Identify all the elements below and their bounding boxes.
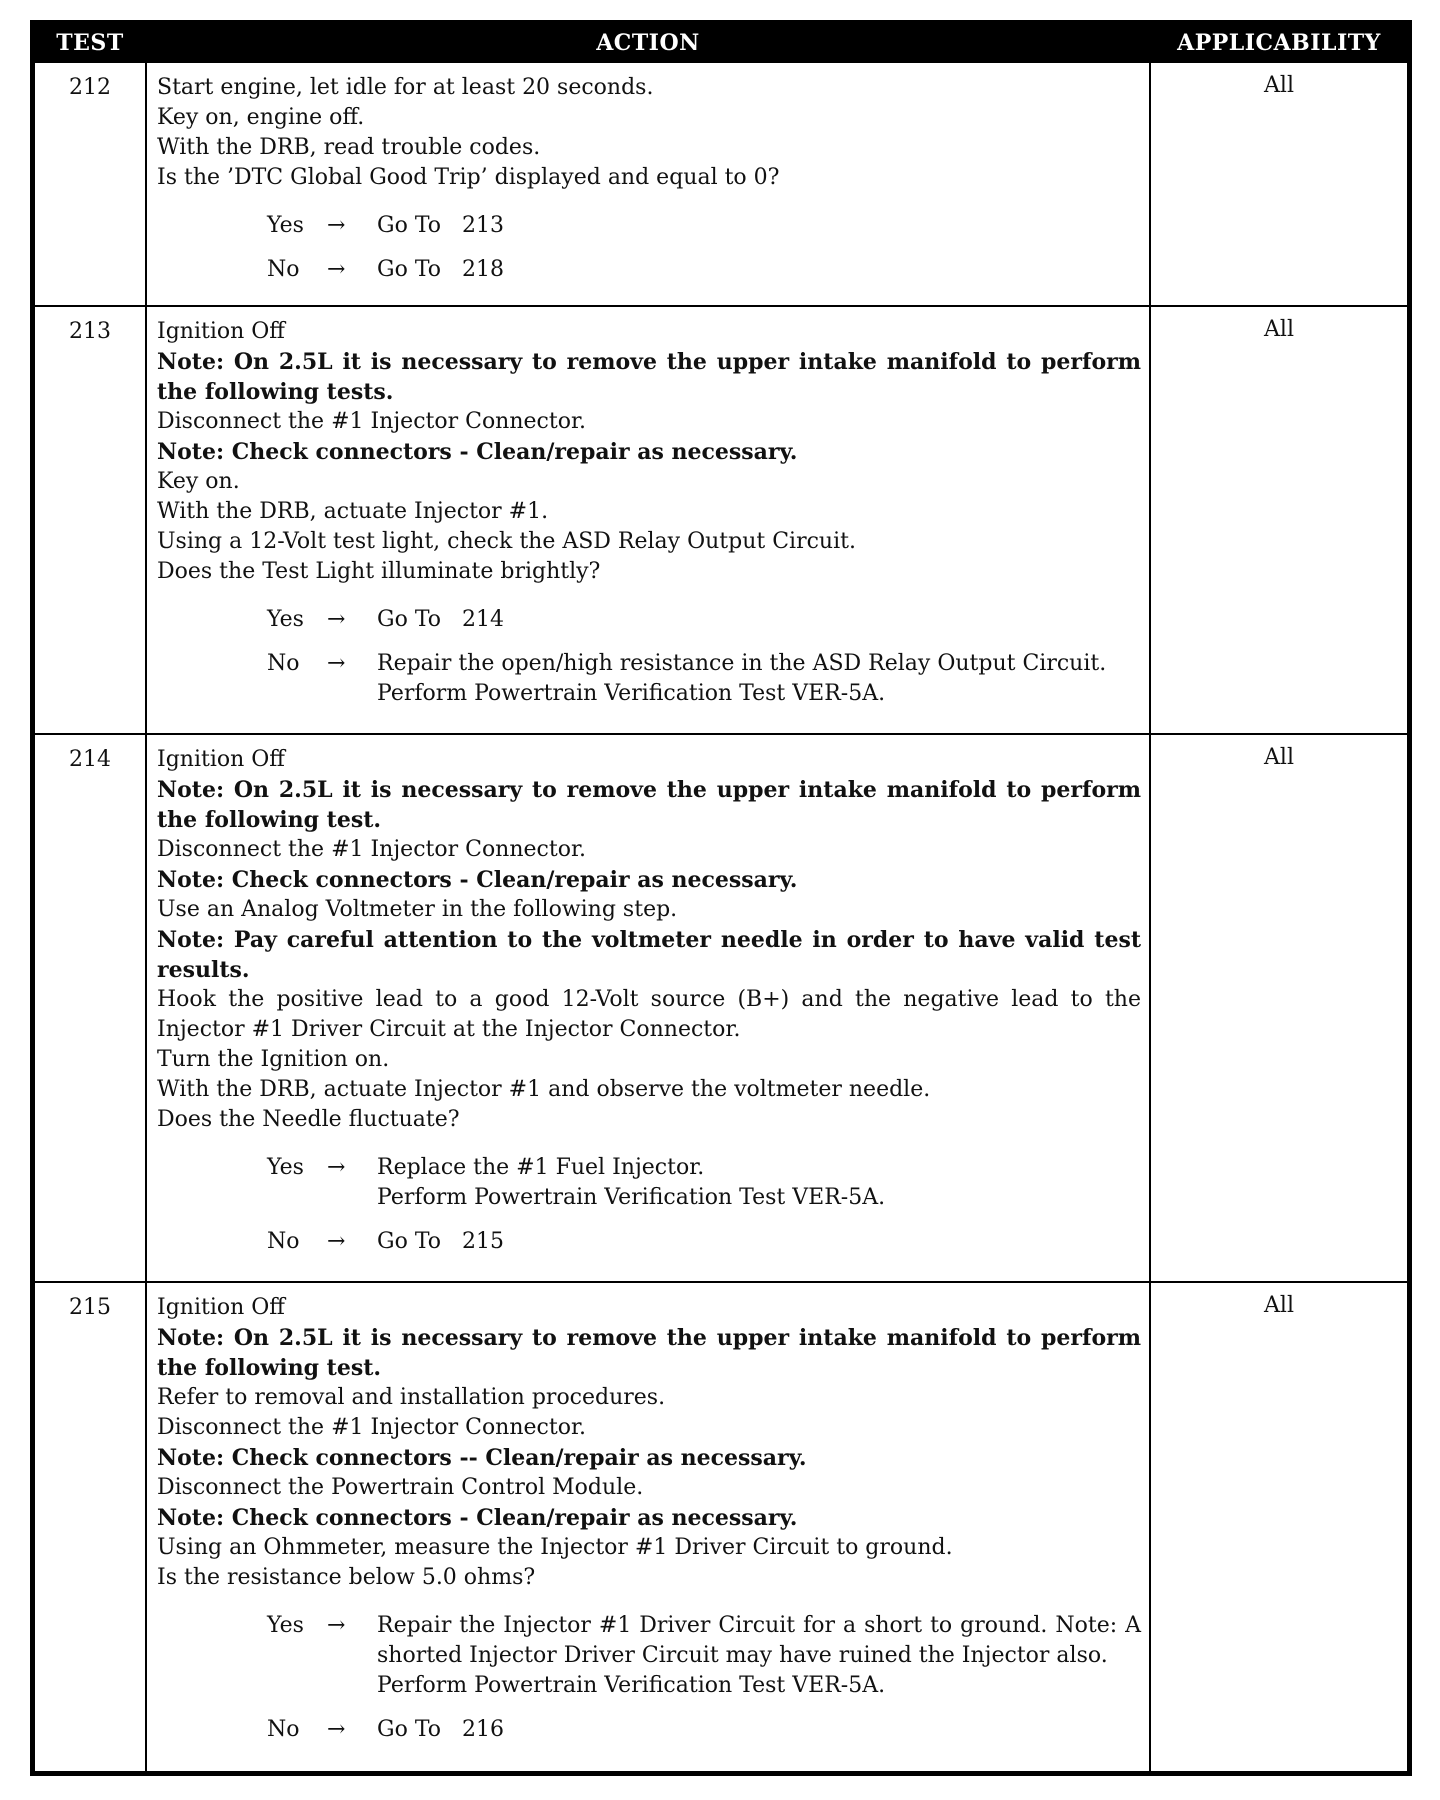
action-line: Turn the Ignition on. bbox=[157, 1047, 390, 1072]
result-line: Go To 218 bbox=[377, 257, 504, 282]
action-line: Key on. bbox=[157, 469, 240, 494]
branch-result bbox=[377, 1715, 1141, 1745]
applicability-value: All bbox=[1150, 306, 1408, 734]
arrow-icon: → bbox=[327, 1613, 346, 1638]
arrow-icon: → bbox=[327, 1229, 346, 1254]
arrow-icon: → bbox=[327, 1717, 346, 1742]
branch-result bbox=[377, 1227, 1141, 1257]
action-line: Does the Needle fluctuate? bbox=[157, 1107, 460, 1132]
action-line: Ignition Off bbox=[157, 1295, 285, 1320]
result-line: Perform Powertrain Verification Test VER-5A. bbox=[377, 1185, 886, 1210]
applicability-value: All bbox=[1150, 62, 1408, 306]
action-line: Use an Analog Voltmeter in the following step. bbox=[157, 897, 678, 922]
action-cell bbox=[146, 306, 1150, 734]
action-line: Disconnect the #1 Injector Connector. bbox=[157, 1415, 587, 1440]
action-cell bbox=[146, 62, 1150, 306]
arrow-icon: → bbox=[327, 651, 346, 676]
branch-result bbox=[377, 1153, 1141, 1213]
note-text: Note: Check connectors -- Clean/repair as necessary. bbox=[157, 1445, 807, 1471]
action-cell bbox=[146, 1282, 1150, 1772]
branch-no bbox=[267, 649, 1141, 709]
arrow-icon: → bbox=[327, 607, 346, 632]
answer-label: No bbox=[267, 651, 300, 676]
arrow-icon: → bbox=[327, 257, 346, 282]
test-number: 214 bbox=[34, 734, 146, 1282]
result-line: Go To 213 bbox=[377, 213, 504, 238]
answer-label: Yes bbox=[267, 213, 304, 238]
note-text: Note: Check connectors - Clean/repair as necessary. bbox=[157, 439, 798, 465]
branch-result bbox=[377, 1611, 1141, 1701]
branch-no bbox=[267, 1227, 1141, 1257]
branch-yes bbox=[267, 605, 1141, 635]
test-number: 212 bbox=[34, 62, 146, 306]
result-line: Go To 215 bbox=[377, 1229, 504, 1254]
action-line: Does the Test Light illuminate brightly? bbox=[157, 559, 601, 584]
table-row bbox=[34, 62, 1408, 306]
action-line: Hook the positive lead to a good 12-Volt source (B+) and the negative lead to the Injector #1 Driver Circuit at the Injector Connector. bbox=[157, 987, 1141, 1042]
arrow-icon: → bbox=[327, 1155, 346, 1180]
table-row bbox=[34, 734, 1408, 1282]
action-line: Is the ’DTC Global Good Trip’ displayed and equal to 0? bbox=[157, 165, 780, 190]
action-line: With the DRB, read trouble codes. bbox=[157, 135, 541, 160]
branch-yes bbox=[267, 1611, 1141, 1701]
result-line: Repair the Injector #1 Driver Circuit for a short to ground. Note: A shorted Injector Driver Circuit may have ruined the Injector also. bbox=[377, 1613, 1141, 1668]
result-line: Go To 214 bbox=[377, 607, 504, 632]
branch-yes bbox=[267, 211, 1141, 241]
action-line: Start engine, let idle for at least 20 seconds. bbox=[157, 75, 654, 100]
result-line: Perform Powertrain Verification Test VER-5A. bbox=[377, 681, 886, 706]
header-action: ACTION bbox=[146, 24, 1150, 62]
header-applicability: APPLICABILITY bbox=[1150, 24, 1408, 62]
note-text: Note: On 2.5L it is necessary to remove the upper intake manifold to perform the following tests. bbox=[157, 349, 1141, 405]
test-number: 215 bbox=[34, 1282, 146, 1772]
action-line: Using an Ohmmeter, measure the Injector #1 Driver Circuit to ground. bbox=[157, 1535, 953, 1560]
answer-label: No bbox=[267, 257, 300, 282]
branch-result bbox=[377, 255, 1141, 285]
table-row bbox=[34, 1282, 1408, 1772]
action-line: Is the resistance below 5.0 ohms? bbox=[157, 1565, 536, 1590]
branch-result bbox=[377, 211, 1141, 241]
note-text: Note: Pay careful attention to the voltmeter needle in order to have valid test results. bbox=[157, 927, 1141, 983]
branch-yes bbox=[267, 1153, 1141, 1213]
result-line: Go To 216 bbox=[377, 1717, 504, 1742]
action-line: Ignition Off bbox=[157, 747, 285, 772]
note-text: Note: On 2.5L it is necessary to remove the upper intake manifold to perform the following test. bbox=[157, 1325, 1141, 1381]
table-row bbox=[34, 306, 1408, 734]
answer-label: No bbox=[267, 1717, 300, 1742]
note-text: Note: On 2.5L it is necessary to remove the upper intake manifold to perform the following test. bbox=[157, 777, 1141, 833]
branch-no bbox=[267, 255, 1141, 285]
diagnostic-table bbox=[33, 23, 1409, 1773]
note-text: Note: Check connectors - Clean/repair as necessary. bbox=[157, 1505, 798, 1531]
header-test: TEST bbox=[34, 24, 146, 62]
test-number: 213 bbox=[34, 306, 146, 734]
arrow-icon: → bbox=[327, 213, 346, 238]
action-line: Disconnect the #1 Injector Connector. bbox=[157, 837, 587, 862]
result-line: Perform Powertrain Verification Test VER-5A. bbox=[377, 1673, 886, 1698]
applicability-value: All bbox=[1150, 1282, 1408, 1772]
branch-result bbox=[377, 605, 1141, 635]
action-cell bbox=[146, 734, 1150, 1282]
action-line: Key on, engine off. bbox=[157, 105, 365, 130]
answer-label: Yes bbox=[267, 1155, 304, 1180]
branch-result bbox=[377, 649, 1141, 709]
result-line: Replace the #1 Fuel Injector. bbox=[377, 1155, 705, 1180]
action-line: Disconnect the Powertrain Control Module. bbox=[157, 1475, 644, 1500]
branch-no bbox=[267, 1715, 1141, 1745]
action-line: Ignition Off bbox=[157, 319, 285, 344]
action-line: With the DRB, actuate Injector #1 and observe the voltmeter needle. bbox=[157, 1077, 931, 1102]
action-line: With the DRB, actuate Injector #1. bbox=[157, 499, 549, 524]
answer-label: Yes bbox=[267, 1613, 304, 1638]
action-line: Refer to removal and installation procedures. bbox=[157, 1385, 666, 1410]
diagnostic-table-sheet bbox=[30, 20, 1412, 1776]
note-text: Note: Check connectors - Clean/repair as necessary. bbox=[157, 867, 798, 893]
result-line: Repair the open/high resistance in the ASD Relay Output Circuit. bbox=[377, 651, 1107, 676]
applicability-value: All bbox=[1150, 734, 1408, 1282]
action-line: Disconnect the #1 Injector Connector. bbox=[157, 409, 587, 434]
answer-label: Yes bbox=[267, 607, 304, 632]
header-row bbox=[34, 24, 1408, 62]
answer-label: No bbox=[267, 1229, 300, 1254]
action-line: Using a 12-Volt test light, check the ASD Relay Output Circuit. bbox=[157, 529, 856, 554]
